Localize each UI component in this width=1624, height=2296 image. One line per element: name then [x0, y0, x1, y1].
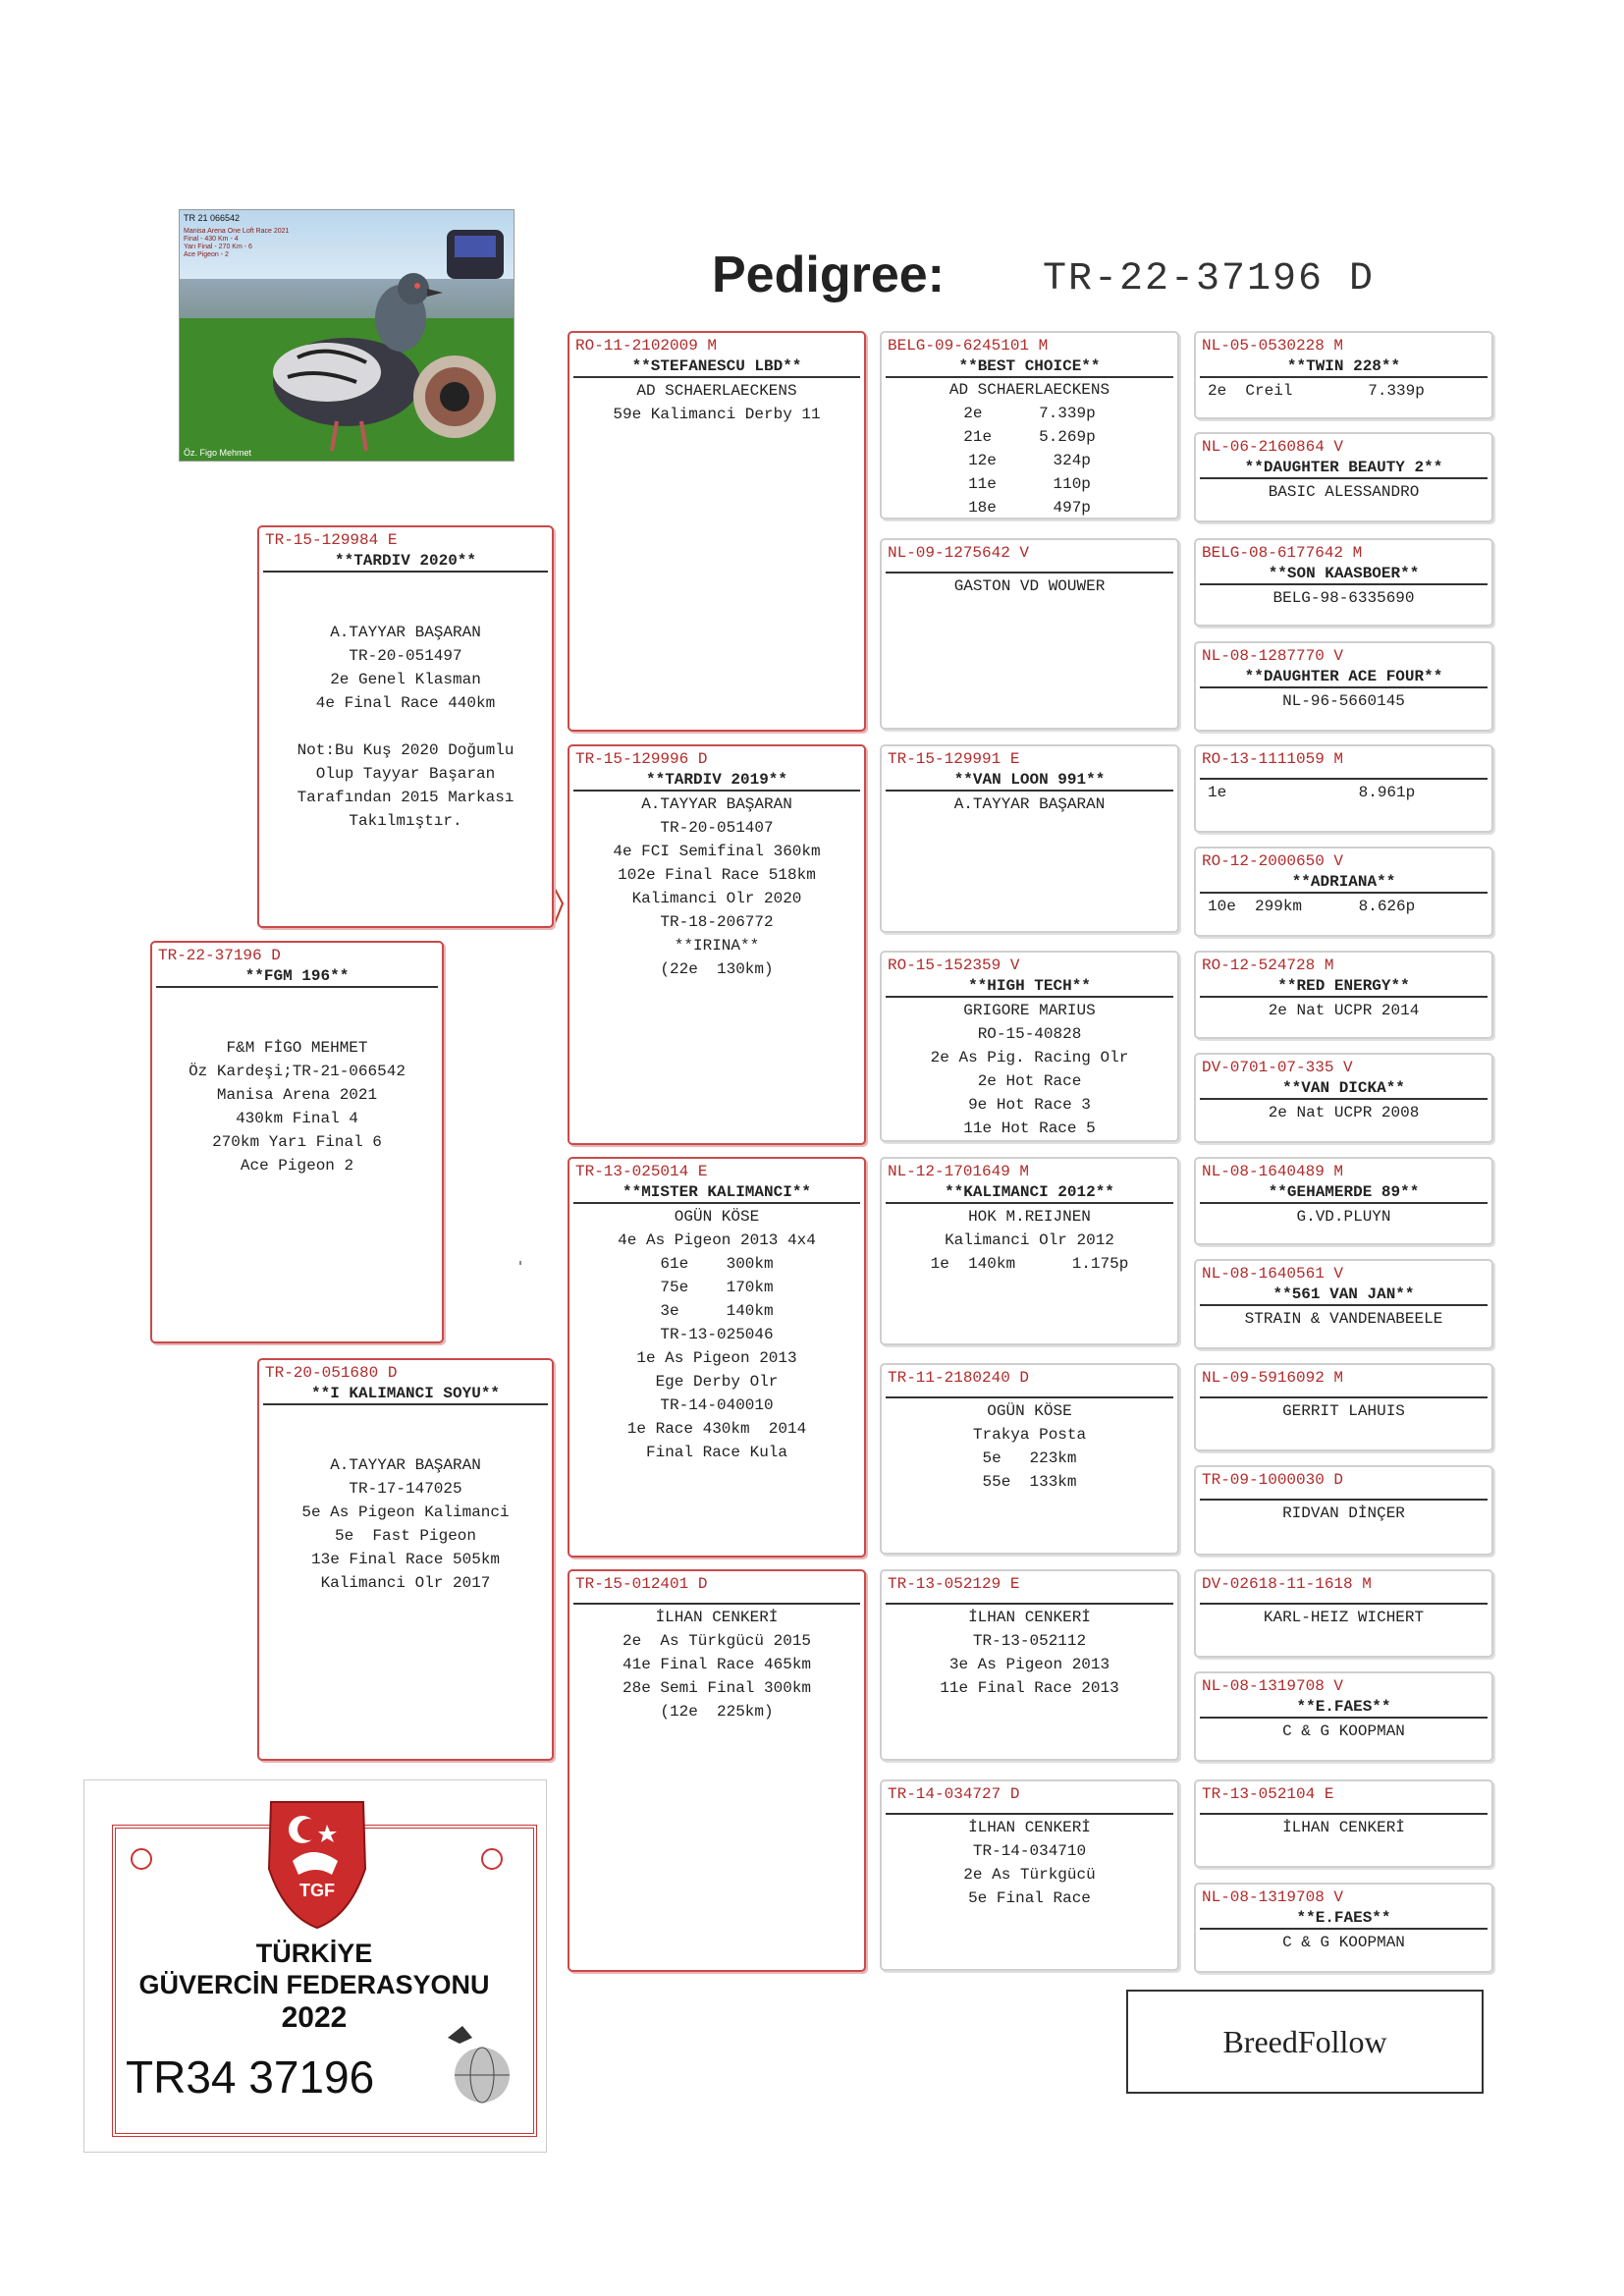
pigeon-details: OGÜN KÖSE 4e As Pigeon 2013 4x4 61e 300km 75e 170km 3e 140km TR-13-025046 1e As Pigeon 2013 Ege Derby Olr TR-14-040010 1e Race 430km 2014 Final Race Kula: [618, 1208, 816, 1461]
pigeon-details: RIDVAN DİNÇER: [1282, 1504, 1405, 1522]
federation-ring-number: TR34 37196: [126, 2051, 375, 2103]
federation-year: 2022: [281, 2001, 348, 2034]
ring-number: TR-13-025014 E: [575, 1163, 708, 1180]
pigeon-nickname: [1200, 1389, 1488, 1398]
pigeon-card-c5-10[interactable]: [1194, 1259, 1493, 1349]
pigeon-card-c5-11[interactable]: [1194, 1363, 1493, 1451]
pigeon-nickname: **VAN DICKA**: [1200, 1078, 1488, 1100]
pigeon-details: HOK M.REIJNEN Kalimanci Olr 2012 1e 140km 1.175p: [930, 1208, 1129, 1273]
pigeon-card-ggs4[interactable]: [880, 1569, 1179, 1761]
ring-number: NL-05-0530228 M: [1202, 337, 1344, 355]
pigeon-card-c5-9[interactable]: [1194, 1157, 1493, 1245]
pigeon-nickname: [1200, 1805, 1488, 1815]
ring-number: NL-12-1701649 M: [888, 1163, 1030, 1180]
pigeon-card-gd2[interactable]: [568, 1569, 866, 1972]
ring-number: DV-02618-11-1618 M: [1202, 1575, 1372, 1593]
ring-number: TR-15-129984 E: [265, 531, 398, 549]
pigeon-details: KARL-HEIZ WICHERT: [1263, 1609, 1425, 1626]
pigeon-card-gs2[interactable]: [568, 1157, 866, 1558]
pigeon-details: BELG-98-6335690: [1272, 589, 1415, 607]
pigeon-card-c5-2[interactable]: [1194, 432, 1493, 522]
pigeon-details: A.TAYYAR BAŞARAN TR-20-051407 4e FCI Semifinal 360km 102e Final Race 518km Kalimanci Olr 2020 TR-18-206772 **IRINA** (22e 130km): [613, 795, 821, 978]
ring-number: NL-08-1319708 V: [1202, 1888, 1344, 1906]
pigeon-details: AD SCHAERLAECKENS 59e Kalimanci Derby 11: [613, 382, 821, 423]
ring-number: RO-11-2102009 M: [575, 337, 718, 355]
pigeon-card-c5-5[interactable]: [1194, 744, 1493, 833]
pigeon-card-ggd1[interactable]: [880, 538, 1179, 730]
ring-number: RO-15-152359 V: [888, 957, 1020, 974]
pigeon-nickname: **VAN LOON 991**: [886, 770, 1173, 792]
pigeon-details: A.TAYYAR BAŞARAN: [953, 795, 1106, 813]
pigeon-card-c5-14[interactable]: [1194, 1671, 1493, 1762]
pigeon-card-ggs2[interactable]: [880, 744, 1179, 933]
photo-ring-caption: TR 21 066542: [184, 213, 241, 223]
emblem-text: TGF: [299, 1881, 335, 1900]
pigeon-card-sire[interactable]: [257, 525, 554, 928]
ring-number: NL-08-1640561 V: [1202, 1265, 1344, 1283]
pigeon-details: G.VD.PLUYN: [1296, 1208, 1391, 1226]
pigeon-details: AD SCHAERLAECKENS 2e 7.339p 21e 5.269p 12e 324p 11e 110p 18e 497p: [948, 381, 1110, 517]
ring-number: RO-13-1111059 M: [1202, 750, 1344, 768]
ring-number: BELG-09-6245101 M: [888, 337, 1049, 355]
pigeon-nickname: **E.FAES**: [1200, 1697, 1488, 1719]
pigeon-nickname: **HIGH TECH**: [886, 976, 1173, 998]
pigeon-nickname: [886, 1595, 1173, 1605]
federation-name: TÜRKİYE GÜVERCİN FEDERASYONU: [138, 1939, 490, 1999]
pigeon-nickname: **KALIMANCI 2012**: [886, 1182, 1173, 1204]
ring-number: TR-15-012401 D: [575, 1575, 708, 1593]
pigeon-nickname: [886, 1805, 1173, 1815]
pigeon-nickname: [886, 1389, 1173, 1398]
pigeon-nickname: [1200, 770, 1488, 780]
ring-number: NL-08-1319708 V: [1202, 1677, 1344, 1695]
pigeon-nickname: **DAUGHTER BEAUTY 2**: [1200, 458, 1488, 479]
pigeon-details: BASIC ALESSANDRO: [1268, 483, 1420, 501]
pigeon-nickname: **SON KAASBOER**: [1200, 564, 1488, 585]
pigeon-card-ggs3[interactable]: [880, 1157, 1179, 1345]
pigeon-nickname: [1200, 1595, 1488, 1605]
pigeon-details: GRIGORE MARIUS RO-15-40828 2e As Pig. Racing Olr 2e Hot Race 9e Hot Race 3 11e Hot Race 5: [930, 1002, 1129, 1137]
pigeon-details: GERRIT LAHUIS: [1282, 1402, 1405, 1420]
pigeon-details: İLHAN CENKERİ TR-13-052112 3e As Pigeon 2013 11e Final Race 2013: [940, 1609, 1119, 1697]
ring-number: NL-06-2160864 V: [1202, 438, 1344, 456]
pigeon-nickname: **TARDIV 2020**: [263, 551, 548, 573]
pigeon-details: 2e Nat UCPR 2014: [1268, 1002, 1420, 1019]
pigeon-card-gd1[interactable]: [568, 744, 866, 1145]
pigeon-card-c5-13[interactable]: [1194, 1569, 1493, 1658]
pigeon-details: İLHAN CENKERİ 2e As Türkgücü 2015 41e Final Race 465km 28e Semi Final 300km (12e 225km): [622, 1609, 812, 1721]
photo-subtitle: Manisa Arena One Loft Race 2021 Final - 430 Km - 4 Yarı Final - 270 Km - 6 Ace Pigeon - 2: [184, 228, 290, 258]
pigeon-details: İLHAN CENKERİ: [1282, 1819, 1405, 1836]
pigeon-card-c5-7[interactable]: [1194, 951, 1493, 1039]
pigeon-nickname: **561 VAN JAN**: [1200, 1285, 1488, 1306]
ring-number: TR-13-052129 E: [888, 1575, 1020, 1593]
pigeon-card-c5-3[interactable]: [1194, 538, 1493, 627]
pigeon-nickname: **RED ENERGY**: [1200, 976, 1488, 998]
pigeon-card-c5-15[interactable]: [1194, 1779, 1493, 1868]
pigeon-nickname: [573, 1595, 860, 1605]
pigeon-nickname: **FGM 196**: [156, 966, 438, 988]
pigeon-card-c5-8[interactable]: [1194, 1053, 1493, 1143]
pigeon-nickname: **GEHAMERDE 89**: [1200, 1182, 1488, 1204]
pigeon-nickname: **STEFANESCU LBD**: [573, 356, 860, 378]
pigeon-nickname: **TWIN 228**: [1200, 356, 1488, 378]
ring-number: NL-09-1275642 V: [888, 544, 1030, 562]
ring-number: TR-20-051680 D: [265, 1364, 398, 1382]
ring-number: NL-08-1640489 M: [1202, 1163, 1344, 1180]
ring-number: NL-09-5916092 M: [1202, 1369, 1344, 1387]
ring-number: TR-15-129996 D: [575, 750, 708, 768]
pigeon-card-c5-16[interactable]: [1194, 1883, 1493, 1973]
pigeon-details: STRAIN & VANDENABEELE: [1244, 1310, 1443, 1328]
ring-number: DV-0701-07-335 V: [1202, 1059, 1353, 1076]
pigeon-card-c5-1[interactable]: [1194, 331, 1493, 419]
pigeon-details: GASTON VD WOUWER: [953, 577, 1106, 595]
pigeon-nickname: **BEST CHOICE**: [886, 356, 1173, 378]
pigeon-details: C & G KOOPMAN: [1282, 1934, 1405, 1951]
pigeon-photo: [179, 209, 514, 462]
pigeon-nickname: **TARDIV 2019**: [573, 770, 860, 792]
ring-number: TR-09-1000030 D: [1202, 1471, 1344, 1489]
pigeon-card-gs1[interactable]: [568, 331, 866, 732]
ring-number: TR-14-034727 D: [888, 1785, 1020, 1803]
ring-number: RO-12-524728 M: [1202, 957, 1334, 974]
ring-number: TR-22-37196 D: [158, 947, 281, 964]
pigeon-details: 2e Creil 7.339p: [1208, 382, 1425, 400]
pigeon-nickname: [886, 564, 1173, 574]
pigeon-details: A.TAYYAR BAŞARAN TR-20-051497 2e Genel Klasman 4e Final Race 440km Not:Bu Kuş 2020 Doğumlu Olup Tayyar Başaran Tarafından 2015 Markası Takılmıştır.: [297, 624, 514, 830]
pedigree-ring-number: TR-22-37196 D: [1043, 257, 1376, 301]
pigeon-details: İLHAN CENKERİ TR-14-034710 2e As Türkgücü 5e Final Race: [963, 1819, 1096, 1907]
page-title: Pedigree:: [712, 246, 945, 303]
pigeon-card-c5-6[interactable]: [1194, 847, 1493, 937]
pigeon-details: F&M FİGO MEHMET Öz Kardeşi;TR-21-066542 Manisa Arena 2021 430km Final 4 270km Yarı Final 6 Ace Pigeon 2: [189, 1039, 406, 1175]
pigeon-details: C & G KOOPMAN: [1282, 1722, 1405, 1740]
ring-number: RO-12-2000650 V: [1202, 852, 1344, 870]
ring-number: TR-15-129991 E: [888, 750, 1020, 768]
pigeon-nickname: **DAUGHTER ACE FOUR**: [1200, 667, 1488, 688]
pigeon-card-c5-4[interactable]: [1194, 641, 1493, 732]
pigeon-details: 10e 299km 8.626p: [1208, 898, 1416, 915]
pigeon-details: 1e 8.961p: [1208, 784, 1416, 801]
pigeon-nickname: [1200, 1491, 1488, 1501]
photo-credit: Öz. Figo Mehmet: [184, 448, 252, 458]
pigeon-details: OGÜN KÖSE Trakya Posta 5e 223km 55e 133km: [972, 1402, 1087, 1491]
ring-number: TR-13-052104 E: [1202, 1785, 1334, 1803]
breedfollow-logo[interactable]: BreedFollow: [1126, 1990, 1484, 2094]
pigeon-card-subject[interactable]: [150, 941, 444, 1343]
pigeon-nickname: **I KALIMANCI SOYU**: [263, 1384, 548, 1405]
ring-number: NL-08-1287770 V: [1202, 647, 1344, 665]
pigeon-details: A.TAYYAR BAŞARAN TR-17-147025 5e As Pigeon Kalimanci 5e Fast Pigeon 13e Final Race 505km Kalimanci Olr 2017: [301, 1456, 510, 1592]
pigeon-card-ggd3[interactable]: [880, 1363, 1179, 1555]
pigeon-details: 2e Nat UCPR 2008: [1268, 1104, 1420, 1121]
pigeon-nickname: **E.FAES**: [1200, 1908, 1488, 1930]
ring-number: TR-11-2180240 D: [888, 1369, 1030, 1387]
pigeon-details: NL-96-5660145: [1282, 692, 1405, 710]
ring-number: BELG-08-6177642 M: [1202, 544, 1363, 562]
pigeon-nickname: **ADRIANA**: [1200, 872, 1488, 894]
pigeon-card-dam[interactable]: [257, 1358, 554, 1761]
pigeon-nickname: **MISTER KALIMANCI**: [573, 1182, 860, 1204]
pigeon-card-ggd4[interactable]: [880, 1779, 1179, 1971]
pigeon-card-ggs1[interactable]: [880, 331, 1179, 519]
pigeon-card-c5-12[interactable]: [1194, 1465, 1493, 1556]
pigeon-card-ggd2[interactable]: [880, 951, 1179, 1142]
